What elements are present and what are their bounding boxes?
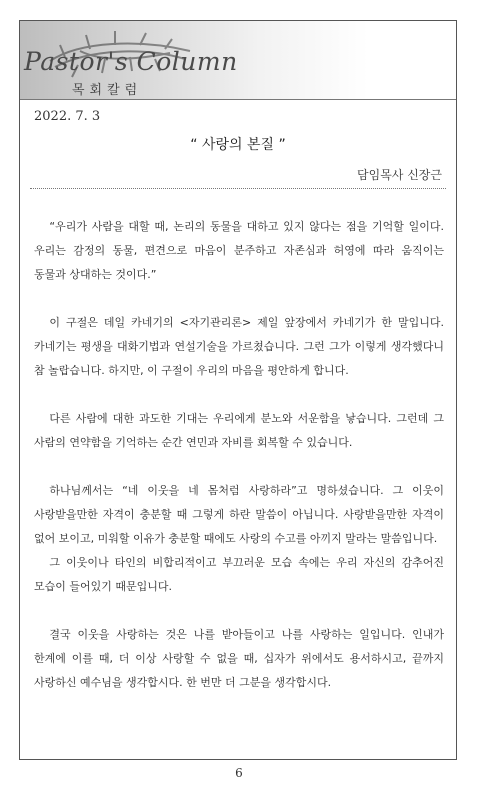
author-byline: 담임목사 신장근	[357, 168, 442, 182]
paragraph: 하나님께서는 “네 이웃을 네 몸처럼 사랑하라”고 명하셨습니다. 그 이웃이 사랑받을만한 자격이 충분할 때 그렇게 하란 말씀이 아닙니다. 사랑받을만한 자격이 없어 보이고, 미워할 이유가 충분할 때에도 사랑의 수고를 아끼지 말라는 말씀입니다.	[34, 484, 444, 545]
sermon-title: “ 사랑의 본질 ”	[190, 137, 286, 153]
paragraph: 그 이웃이나 타인의 비합리적이고 부끄러운 모습 속에는 우리 자신의 감추어진 모습이 들어있기 때문입니다.	[34, 556, 444, 593]
paragraph: 다른 사람에 대한 과도한 기대는 우리에게 분노와 서운함을 낳습니다. 그런데 그 사람의 연약함을 기억하는 순간 연민과 자비를 회복할 수 있습니다.	[34, 412, 444, 449]
column-frame	[19, 20, 457, 760]
dotted-divider	[30, 188, 446, 189]
column-title: Pastor's Column	[24, 47, 238, 76]
page-number: 6	[235, 766, 243, 780]
column-body	[34, 215, 444, 695]
paragraph: 이 구절은 데일 카네기의 <자기관리론> 제일 앞장에서 카네기가 한 말입니다. 카네기는 평생을 대화기법과 연설기술을 가르쳤습니다. 그런 그가 이렇게 생각했다니 참 놀랍습니다. 하지만, 이 구절이 우리의 마음을 평안하게 합니다.	[34, 316, 444, 377]
paragraph: 결국 이웃을 사랑하는 것은 나를 받아들이고 나를 사랑하는 일입니다. 인내가 한계에 이를 때, 더 이상 사랑할 수 없을 때, 십자가 위에서도 용서하시고, 끝까지 사랑하신 예수님을 생각합시다. 한 번만 더 그분을 생각합시다.	[34, 628, 444, 689]
column-date: 2022. 7. 3	[34, 109, 101, 124]
paragraph: “우리가 사람을 대할 때, 논리의 동물을 대하고 있지 않다는 점을 기억할 일이다. 우리는 감정의 동물, 편견으로 마음이 분주하고 자존심과 허영에 따라 움직이는 동물과 상대하는 것이다.”	[34, 220, 444, 281]
column-subtitle: 목회칼럼	[72, 83, 143, 98]
column-header	[20, 21, 456, 100]
